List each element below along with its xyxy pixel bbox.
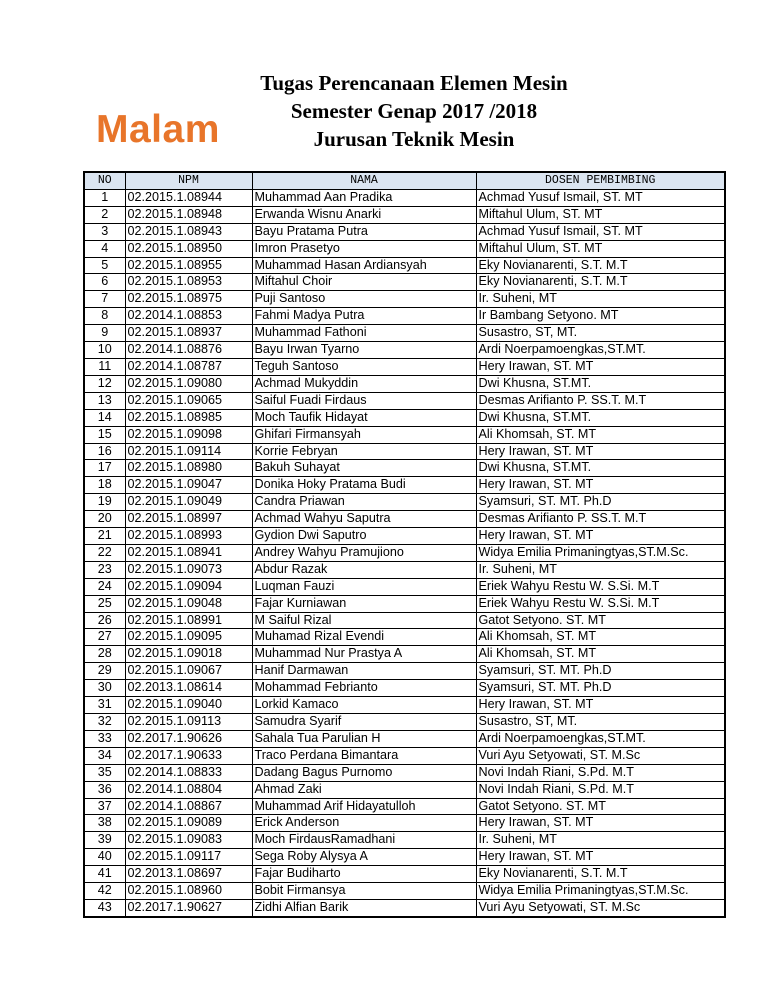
cell-dosen: Susastro, ST, MT. <box>476 714 725 731</box>
cell-npm: 02.2015.1.08943 <box>125 223 252 240</box>
cell-npm: 02.2015.1.08993 <box>125 528 252 545</box>
cell-npm: 02.2015.1.09080 <box>125 375 252 392</box>
cell-nama: Korrie Febryan <box>252 443 476 460</box>
cell-dosen: Hery Irawan, ST. MT <box>476 697 725 714</box>
cell-no: 2 <box>84 206 125 223</box>
table-row <box>84 714 725 731</box>
cell-dosen: Vuri Ayu Setyowati, ST. M.Sc <box>476 899 725 916</box>
cell-dosen: Desmas Arifianto P. SS.T. M.T <box>476 511 725 528</box>
cell-nama: Fajar Kurniawan <box>252 595 476 612</box>
table-row <box>84 257 725 274</box>
cell-no: 1 <box>84 189 125 206</box>
cell-no: 11 <box>84 358 125 375</box>
cell-nama: Zidhi Alfian Barik <box>252 899 476 916</box>
table-row <box>84 883 725 900</box>
cell-no: 24 <box>84 578 125 595</box>
cell-nama: Saiful Fuadi Firdaus <box>252 392 476 409</box>
cell-npm: 02.2014.1.08833 <box>125 764 252 781</box>
cell-no: 19 <box>84 494 125 511</box>
cell-npm: 02.2015.1.09073 <box>125 561 252 578</box>
cell-nama: Candra Priawan <box>252 494 476 511</box>
cell-nama: Dadang Bagus Purnomo <box>252 764 476 781</box>
cell-npm: 02.2015.1.09117 <box>125 849 252 866</box>
cell-npm: 02.2015.1.09040 <box>125 697 252 714</box>
cell-dosen: Dwi Khusna, ST.MT. <box>476 460 725 477</box>
cell-no: 43 <box>84 899 125 916</box>
cell-no: 33 <box>84 730 125 747</box>
cell-dosen: Ali Khomsah, ST. MT <box>476 629 725 646</box>
cell-nama: Muhammad Fathoni <box>252 325 476 342</box>
cell-npm: 02.2015.1.08948 <box>125 206 252 223</box>
table-row <box>84 899 725 916</box>
cell-dosen: Hery Irawan, ST. MT <box>476 528 725 545</box>
table-row <box>84 629 725 646</box>
cell-no: 15 <box>84 426 125 443</box>
cell-nama: Teguh Santoso <box>252 358 476 375</box>
cell-no: 29 <box>84 663 125 680</box>
cell-no: 36 <box>84 781 125 798</box>
cell-npm: 02.2015.1.08950 <box>125 240 252 257</box>
table-row <box>84 798 725 815</box>
cell-nama: Imron Prasetyo <box>252 240 476 257</box>
cell-nama: Andrey Wahyu Pramujiono <box>252 544 476 561</box>
cell-npm: 02.2014.1.08876 <box>125 342 252 359</box>
cell-nama: Lorkid Kamaco <box>252 697 476 714</box>
cell-npm: 02.2015.1.09018 <box>125 646 252 663</box>
cell-npm: 02.2014.1.08853 <box>125 308 252 325</box>
column-header-nama: NAMA <box>252 172 476 189</box>
cell-npm: 02.2015.1.08991 <box>125 612 252 629</box>
cell-nama: Bakuh Suhayat <box>252 460 476 477</box>
table-row <box>84 561 725 578</box>
cell-no: 20 <box>84 511 125 528</box>
cell-no: 23 <box>84 561 125 578</box>
cell-dosen: Syamsuri, ST. MT. Ph.D <box>476 663 725 680</box>
cell-nama: Hanif Darmawan <box>252 663 476 680</box>
cell-no: 38 <box>84 815 125 832</box>
cell-dosen: Ir. Suheni, MT <box>476 561 725 578</box>
table-row <box>84 375 725 392</box>
table-row <box>84 866 725 883</box>
cell-nama: Gydion Dwi Saputro <box>252 528 476 545</box>
cell-nama: Ghifari Firmansyah <box>252 426 476 443</box>
cell-no: 13 <box>84 392 125 409</box>
cell-dosen: Hery Irawan, ST. MT <box>476 815 725 832</box>
table-row <box>84 392 725 409</box>
cell-no: 22 <box>84 544 125 561</box>
table-row <box>84 646 725 663</box>
cell-nama: Donika Hoky Pratama Budi <box>252 477 476 494</box>
cell-dosen: Hery Irawan, ST. MT <box>476 849 725 866</box>
table-row <box>84 680 725 697</box>
cell-nama: Erwanda Wisnu Anarki <box>252 206 476 223</box>
table-body <box>84 189 725 916</box>
table-row <box>84 832 725 849</box>
cell-nama: Muhammad Nur Prastya A <box>252 646 476 663</box>
table-row <box>84 223 725 240</box>
cell-npm: 02.2015.1.09049 <box>125 494 252 511</box>
cell-no: 5 <box>84 257 125 274</box>
cell-no: 25 <box>84 595 125 612</box>
cell-npm: 02.2015.1.08960 <box>125 883 252 900</box>
cell-dosen: Gatot Setyono. ST. MT <box>476 798 725 815</box>
cell-nama: Bayu Irwan Tyarno <box>252 342 476 359</box>
cell-npm: 02.2015.1.08980 <box>125 460 252 477</box>
table-row <box>84 325 725 342</box>
cell-npm: 02.2015.1.09098 <box>125 426 252 443</box>
cell-no: 14 <box>84 409 125 426</box>
document-title: Tugas Perencanaan Elemen Mesin <box>260 71 568 95</box>
cell-nama: Ahmad Zaki <box>252 781 476 798</box>
cell-dosen: Eky Novianarenti, S.T. M.T <box>476 257 725 274</box>
cell-npm: 02.2013.1.08697 <box>125 866 252 883</box>
cell-dosen: Dwi Khusna, ST.MT. <box>476 409 725 426</box>
department-subtitle: Jurusan Teknik Mesin <box>313 127 515 151</box>
cell-dosen: Hery Irawan, ST. MT <box>476 358 725 375</box>
cell-dosen: Eriek Wahyu Restu W. S.Si. M.T <box>476 578 725 595</box>
table-row <box>84 595 725 612</box>
cell-nama: Fajar Budiharto <box>252 866 476 883</box>
table-row <box>84 849 725 866</box>
cell-npm: 02.2015.1.09083 <box>125 832 252 849</box>
cell-npm: 02.2015.1.09114 <box>125 443 252 460</box>
cell-dosen: Ardi Noerpamoengkas,ST.MT. <box>476 730 725 747</box>
cell-npm: 02.2017.1.90627 <box>125 899 252 916</box>
cell-nama: Puji Santoso <box>252 291 476 308</box>
cell-dosen: Syamsuri, ST. MT. Ph.D <box>476 494 725 511</box>
cell-no: 16 <box>84 443 125 460</box>
cell-no: 41 <box>84 866 125 883</box>
cell-no: 6 <box>84 274 125 291</box>
cell-no: 26 <box>84 612 125 629</box>
table-row <box>84 528 725 545</box>
cell-npm: 02.2015.1.08975 <box>125 291 252 308</box>
cell-dosen: Widya Emilia Primaningtyas,ST.M.Sc. <box>476 544 725 561</box>
cell-nama: Miftahul Choir <box>252 274 476 291</box>
cell-no: 4 <box>84 240 125 257</box>
cell-nama: Samudra Syarif <box>252 714 476 731</box>
cell-npm: 02.2013.1.08614 <box>125 680 252 697</box>
cell-dosen: Ardi Noerpamoengkas,ST.MT. <box>476 342 725 359</box>
table-row <box>84 544 725 561</box>
cell-npm: 02.2015.1.08937 <box>125 325 252 342</box>
cell-nama: Fahmi Madya Putra <box>252 308 476 325</box>
cell-no: 17 <box>84 460 125 477</box>
cell-dosen: Miftahul Ulum, ST. MT <box>476 240 725 257</box>
cell-no: 12 <box>84 375 125 392</box>
cell-dosen: Vuri Ayu Setyowati, ST. M.Sc <box>476 747 725 764</box>
table-row <box>84 578 725 595</box>
cell-no: 42 <box>84 883 125 900</box>
cell-no: 35 <box>84 764 125 781</box>
table-row <box>84 426 725 443</box>
cell-no: 21 <box>84 528 125 545</box>
cell-npm: 02.2015.1.08953 <box>125 274 252 291</box>
cell-dosen: Eky Novianarenti, S.T. M.T <box>476 274 725 291</box>
cell-no: 34 <box>84 747 125 764</box>
cell-dosen: Achmad Yusuf Ismail, ST. MT <box>476 189 725 206</box>
session-label: Malam <box>96 108 220 151</box>
table-row <box>84 443 725 460</box>
column-header-npm: NPM <box>125 172 252 189</box>
cell-nama: Moch FirdausRamadhani <box>252 832 476 849</box>
cell-nama: Bobit Firmansya <box>252 883 476 900</box>
cell-no: 7 <box>84 291 125 308</box>
cell-npm: 02.2015.1.08985 <box>125 409 252 426</box>
table-row <box>84 781 725 798</box>
cell-nama: Muhamad Rizal Evendi <box>252 629 476 646</box>
cell-npm: 02.2015.1.08997 <box>125 511 252 528</box>
cell-dosen: Gatot Setyono. ST. MT <box>476 612 725 629</box>
cell-npm: 02.2015.1.08955 <box>125 257 252 274</box>
cell-npm: 02.2015.1.09065 <box>125 392 252 409</box>
cell-dosen: Ir. Suheni, MT <box>476 832 725 849</box>
student-supervisor-table <box>83 171 726 918</box>
semester-subtitle: Semester Genap 2017 /2018 <box>290 99 538 123</box>
cell-npm: 02.2015.1.09048 <box>125 595 252 612</box>
table-row <box>84 240 725 257</box>
cell-npm: 02.2014.1.08867 <box>125 798 252 815</box>
cell-nama: Luqman Fauzi <box>252 578 476 595</box>
table-row <box>84 308 725 325</box>
cell-no: 31 <box>84 697 125 714</box>
cell-npm: 02.2017.1.90626 <box>125 730 252 747</box>
cell-dosen: Ir. Suheni, MT <box>476 291 725 308</box>
cell-npm: 02.2014.1.08804 <box>125 781 252 798</box>
cell-dosen: Achmad Yusuf Ismail, ST. MT <box>476 223 725 240</box>
cell-no: 37 <box>84 798 125 815</box>
table-header-row <box>84 172 725 189</box>
table-row <box>84 409 725 426</box>
table-row <box>84 291 725 308</box>
cell-nama: Achmad Mukyddin <box>252 375 476 392</box>
cell-nama: Muhammad Hasan Ardiansyah <box>252 257 476 274</box>
table-row <box>84 206 725 223</box>
cell-dosen: Widya Emilia Primaningtyas,ST.M.Sc. <box>476 883 725 900</box>
cell-npm: 02.2015.1.08944 <box>125 189 252 206</box>
cell-npm: 02.2015.1.09113 <box>125 714 252 731</box>
cell-nama: Muhammad Aan Pradika <box>252 189 476 206</box>
table-row <box>84 730 725 747</box>
table-row <box>84 764 725 781</box>
cell-dosen: Eky Novianarenti, S.T. M.T <box>476 866 725 883</box>
cell-nama: Achmad Wahyu Saputra <box>252 511 476 528</box>
cell-dosen: Susastro, ST, MT. <box>476 325 725 342</box>
cell-dosen: Hery Irawan, ST. MT <box>476 477 725 494</box>
table-row <box>84 511 725 528</box>
cell-npm: 02.2014.1.08787 <box>125 358 252 375</box>
cell-nama: Muhammad Arif Hidayatulloh <box>252 798 476 815</box>
cell-no: 39 <box>84 832 125 849</box>
table-row <box>84 274 725 291</box>
cell-dosen: Desmas Arifianto P. SS.T. M.T <box>476 392 725 409</box>
cell-nama: Sahala Tua Parulian H <box>252 730 476 747</box>
cell-dosen: Ir Bambang Setyono. MT <box>476 308 725 325</box>
cell-no: 30 <box>84 680 125 697</box>
cell-dosen: Syamsuri, ST. MT. Ph.D <box>476 680 725 697</box>
cell-no: 18 <box>84 477 125 494</box>
table-row <box>84 663 725 680</box>
cell-nama: Traco Perdana Bimantara <box>252 747 476 764</box>
cell-no: 9 <box>84 325 125 342</box>
cell-no: 40 <box>84 849 125 866</box>
cell-npm: 02.2015.1.09089 <box>125 815 252 832</box>
cell-nama: Mohammad Febrianto <box>252 680 476 697</box>
cell-npm: 02.2015.1.09047 <box>125 477 252 494</box>
cell-npm: 02.2017.1.90633 <box>125 747 252 764</box>
cell-dosen: Hery Irawan, ST. MT <box>476 443 725 460</box>
table-row <box>84 358 725 375</box>
cell-no: 8 <box>84 308 125 325</box>
table-row <box>84 815 725 832</box>
cell-npm: 02.2015.1.08941 <box>125 544 252 561</box>
cell-nama: Erick Anderson <box>252 815 476 832</box>
cell-nama: Abdur Razak <box>252 561 476 578</box>
cell-nama: Moch Taufik Hidayat <box>252 409 476 426</box>
cell-dosen: Novi Indah Riani, S.Pd. M.T <box>476 764 725 781</box>
cell-no: 10 <box>84 342 125 359</box>
cell-no: 32 <box>84 714 125 731</box>
table-row <box>84 494 725 511</box>
column-header-dosen: DOSEN PEMBIMBING <box>476 172 725 189</box>
table-row <box>84 612 725 629</box>
table-row <box>84 697 725 714</box>
cell-dosen: Novi Indah Riani, S.Pd. M.T <box>476 781 725 798</box>
cell-nama: M Saiful Rizal <box>252 612 476 629</box>
cell-no: 28 <box>84 646 125 663</box>
cell-dosen: Miftahul Ulum, ST. MT <box>476 206 725 223</box>
cell-dosen: Eriek Wahyu Restu W. S.Si. M.T <box>476 595 725 612</box>
cell-no: 27 <box>84 629 125 646</box>
table-row <box>84 189 725 206</box>
table-row <box>84 342 725 359</box>
table-row <box>84 477 725 494</box>
cell-npm: 02.2015.1.09095 <box>125 629 252 646</box>
cell-dosen: Ali Khomsah, ST. MT <box>476 426 725 443</box>
cell-no: 3 <box>84 223 125 240</box>
cell-dosen: Dwi Khusna, ST.MT. <box>476 375 725 392</box>
column-header-no: NO <box>84 172 125 189</box>
cell-nama: Bayu Pratama Putra <box>252 223 476 240</box>
table-row <box>84 747 725 764</box>
cell-dosen: Ali Khomsah, ST. MT <box>476 646 725 663</box>
cell-nama: Sega Roby Alysya A <box>252 849 476 866</box>
cell-npm: 02.2015.1.09094 <box>125 578 252 595</box>
cell-npm: 02.2015.1.09067 <box>125 663 252 680</box>
table-row <box>84 460 725 477</box>
